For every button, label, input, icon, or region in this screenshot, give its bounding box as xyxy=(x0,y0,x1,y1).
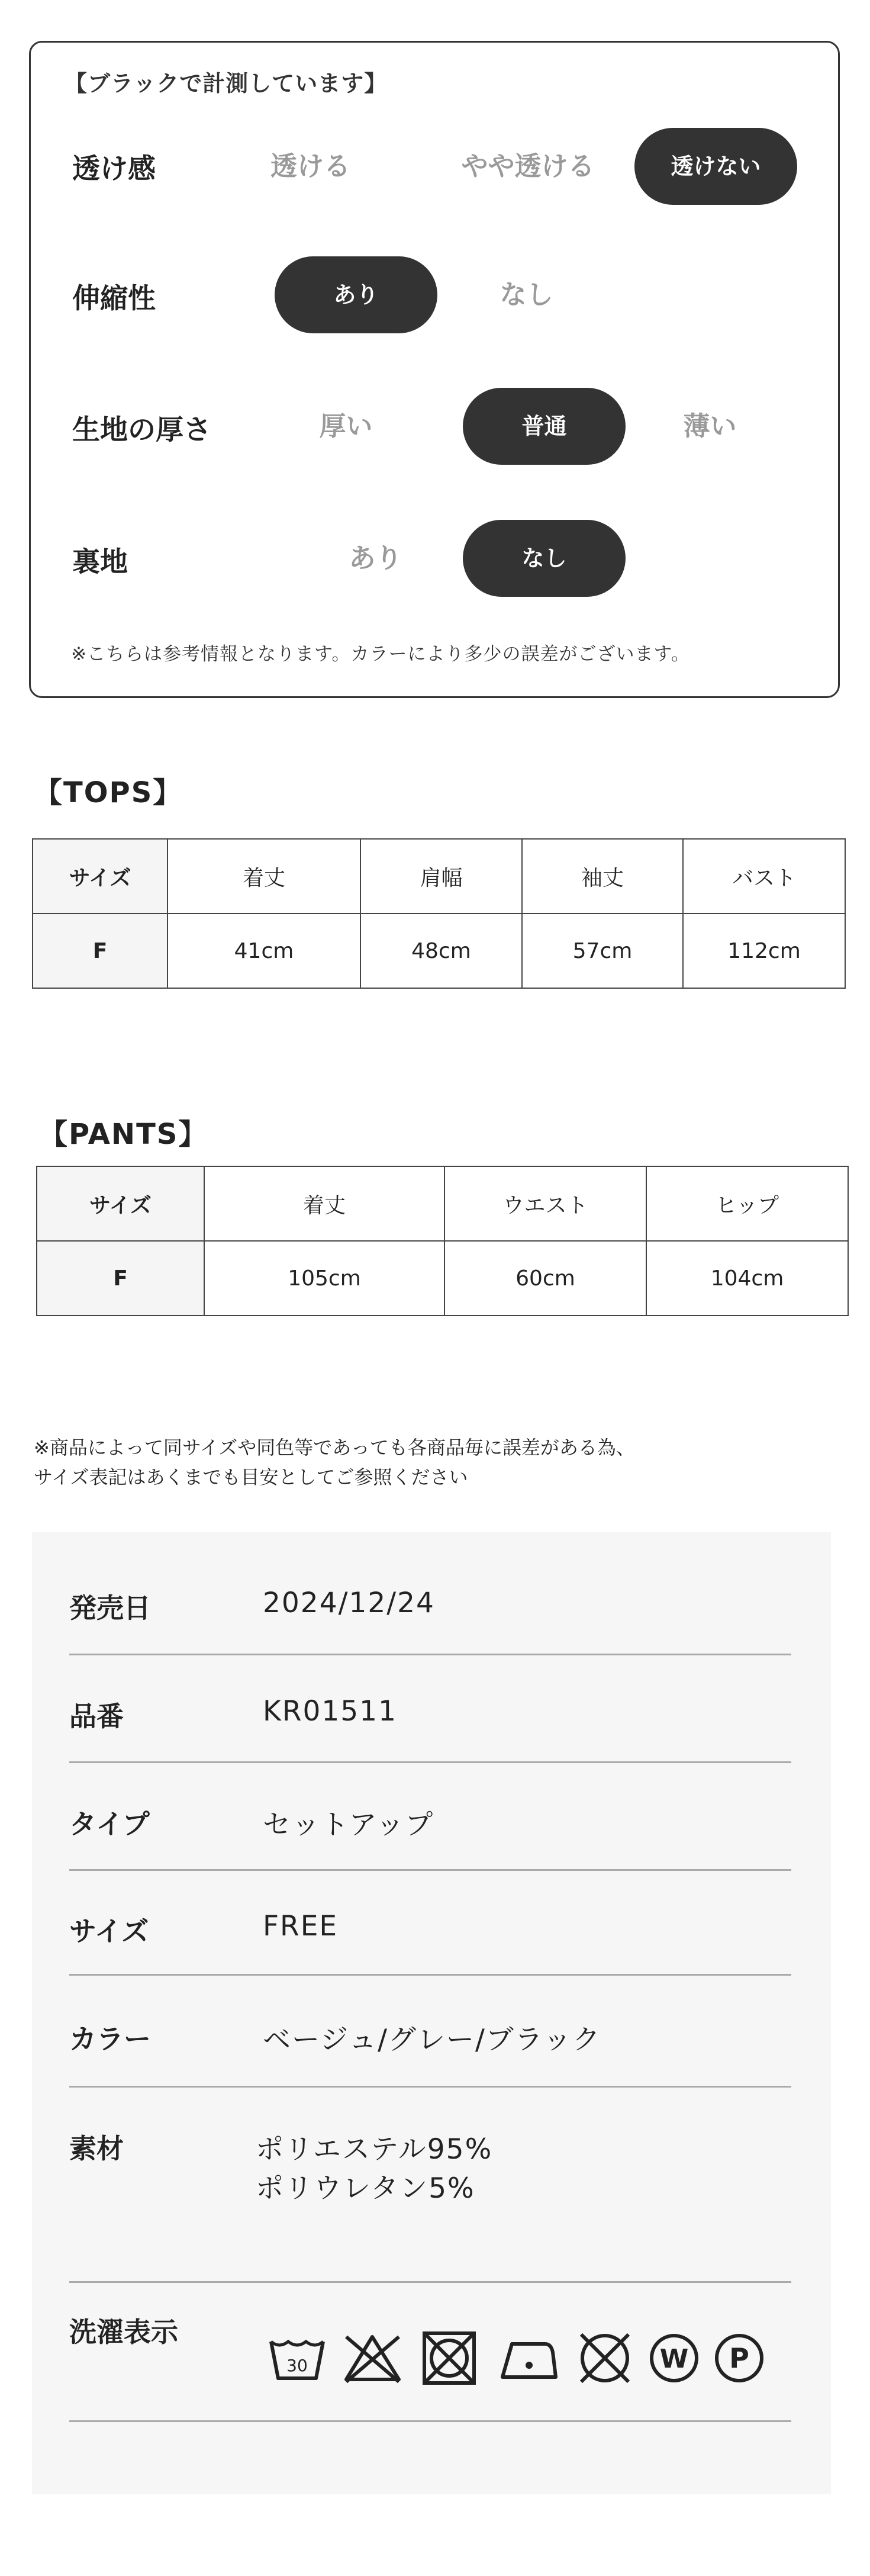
table-cell: 112cm xyxy=(683,914,845,988)
divider xyxy=(69,2420,791,2422)
release-date-label: 発売日 xyxy=(69,1592,151,1624)
material-value xyxy=(256,2130,492,2208)
wet-clean-letter: W xyxy=(659,2344,689,2374)
dry-clean-p-icon xyxy=(713,2329,766,2388)
table-header-cell: 肩幅 xyxy=(360,839,522,914)
wash-30-icon xyxy=(268,2329,327,2388)
dry-clean-letter: P xyxy=(729,2342,749,2374)
stretch-option-no: なし xyxy=(500,279,553,310)
attr-label-lining: 裏地 xyxy=(72,546,128,578)
lining-option-yes: あり xyxy=(349,542,402,574)
wet-clean-icon xyxy=(647,2329,701,2388)
size-value: FREE xyxy=(263,1910,339,1943)
divider xyxy=(69,2281,791,2283)
size-disclaimer xyxy=(34,1433,635,1492)
divider xyxy=(69,1869,791,1871)
material-line: ポリウレタン5% xyxy=(256,2172,475,2205)
item-number-label: 品番 xyxy=(69,1700,124,1732)
attr-label-sheerness: 透け感 xyxy=(72,153,156,185)
table-row xyxy=(33,914,845,988)
table-cell: 57cm xyxy=(522,914,683,988)
attr-label-stretch: 伸縮性 xyxy=(72,282,156,315)
wash-temp-text: 30 xyxy=(286,2356,308,2375)
no-dry-clean-icon xyxy=(575,2329,634,2388)
size-label: サイズ xyxy=(69,1915,149,1947)
table-header-row xyxy=(37,1166,848,1241)
thickness-option-normal: 普通 xyxy=(463,388,626,465)
sheerness-option-not-sheer: 透けない xyxy=(634,128,797,205)
table-cell: 104cm xyxy=(646,1241,848,1316)
no-tumble-dry-icon xyxy=(420,2329,479,2388)
table-cell: 41cm xyxy=(167,914,360,988)
attr-label-thickness: 生地の厚さ xyxy=(72,414,211,446)
table-header-cell: ヒップ xyxy=(646,1166,848,1241)
thickness-option-thick: 厚い xyxy=(319,410,373,442)
color-label: カラー xyxy=(69,2023,151,2055)
tops-section-title: 【TOPS】 xyxy=(34,776,183,809)
disclaimer-line: ※商品によって同サイズや同色等であっても各商品毎に誤差がある為、 xyxy=(34,1436,635,1459)
divider xyxy=(69,2086,791,2088)
material-label: 素材 xyxy=(69,2133,124,2165)
stretch-option-yes: あり xyxy=(275,256,437,333)
table-cell: 48cm xyxy=(360,914,522,988)
table-cell: F xyxy=(37,1241,204,1316)
sheerness-option-sheer: 透ける xyxy=(270,150,350,182)
divider xyxy=(69,1974,791,1976)
pants-section-title: 【PANTS】 xyxy=(39,1118,208,1151)
no-bleach-icon xyxy=(341,2329,404,2388)
type-value: セットアップ xyxy=(263,1809,434,1841)
thickness-option-thin: 薄い xyxy=(683,410,737,442)
table-cell: 60cm xyxy=(444,1241,646,1316)
table-header-cell: ウエスト xyxy=(444,1166,646,1241)
measurement-note: 【ブラックで計測しています】 xyxy=(65,70,388,97)
iron-low-icon xyxy=(497,2329,559,2388)
pants-size-table xyxy=(36,1166,849,1316)
sheerness-option-slightly-sheer: やや透ける xyxy=(461,150,595,182)
table-cell: F xyxy=(33,914,167,988)
material-line: ポリエステル95% xyxy=(256,2133,493,2166)
divider xyxy=(69,1761,791,1763)
table-header-cell: サイズ xyxy=(37,1166,204,1241)
care-label: 洗濯表示 xyxy=(69,2316,178,2348)
item-number-value: KR01511 xyxy=(263,1695,397,1728)
table-header-cell: サイズ xyxy=(33,839,167,914)
color-value: ベージュ/グレー/ブラック xyxy=(263,2024,601,2056)
tops-size-table xyxy=(32,838,846,989)
table-header-cell: 袖丈 xyxy=(522,839,683,914)
table-cell: 105cm xyxy=(204,1241,444,1316)
disclaimer-line: サイズ表記はあくまでも目安としてご参照ください xyxy=(34,1466,468,1488)
release-date-value: 2024/12/24 xyxy=(263,1587,435,1619)
attributes-footnote: ※こちらは参考情報となります。カラーにより多少の誤差がございます。 xyxy=(71,644,691,665)
table-header-cell: 着丈 xyxy=(204,1166,444,1241)
fabric-attributes-box xyxy=(29,41,840,698)
table-header-cell: バスト xyxy=(683,839,845,914)
divider xyxy=(69,1654,791,1655)
product-info-panel xyxy=(32,1532,831,2494)
table-row xyxy=(37,1241,848,1316)
type-label: タイプ xyxy=(69,1808,150,1840)
lining-option-no: なし xyxy=(463,520,626,597)
table-header-row xyxy=(33,839,845,914)
table-header-cell: 着丈 xyxy=(167,839,360,914)
